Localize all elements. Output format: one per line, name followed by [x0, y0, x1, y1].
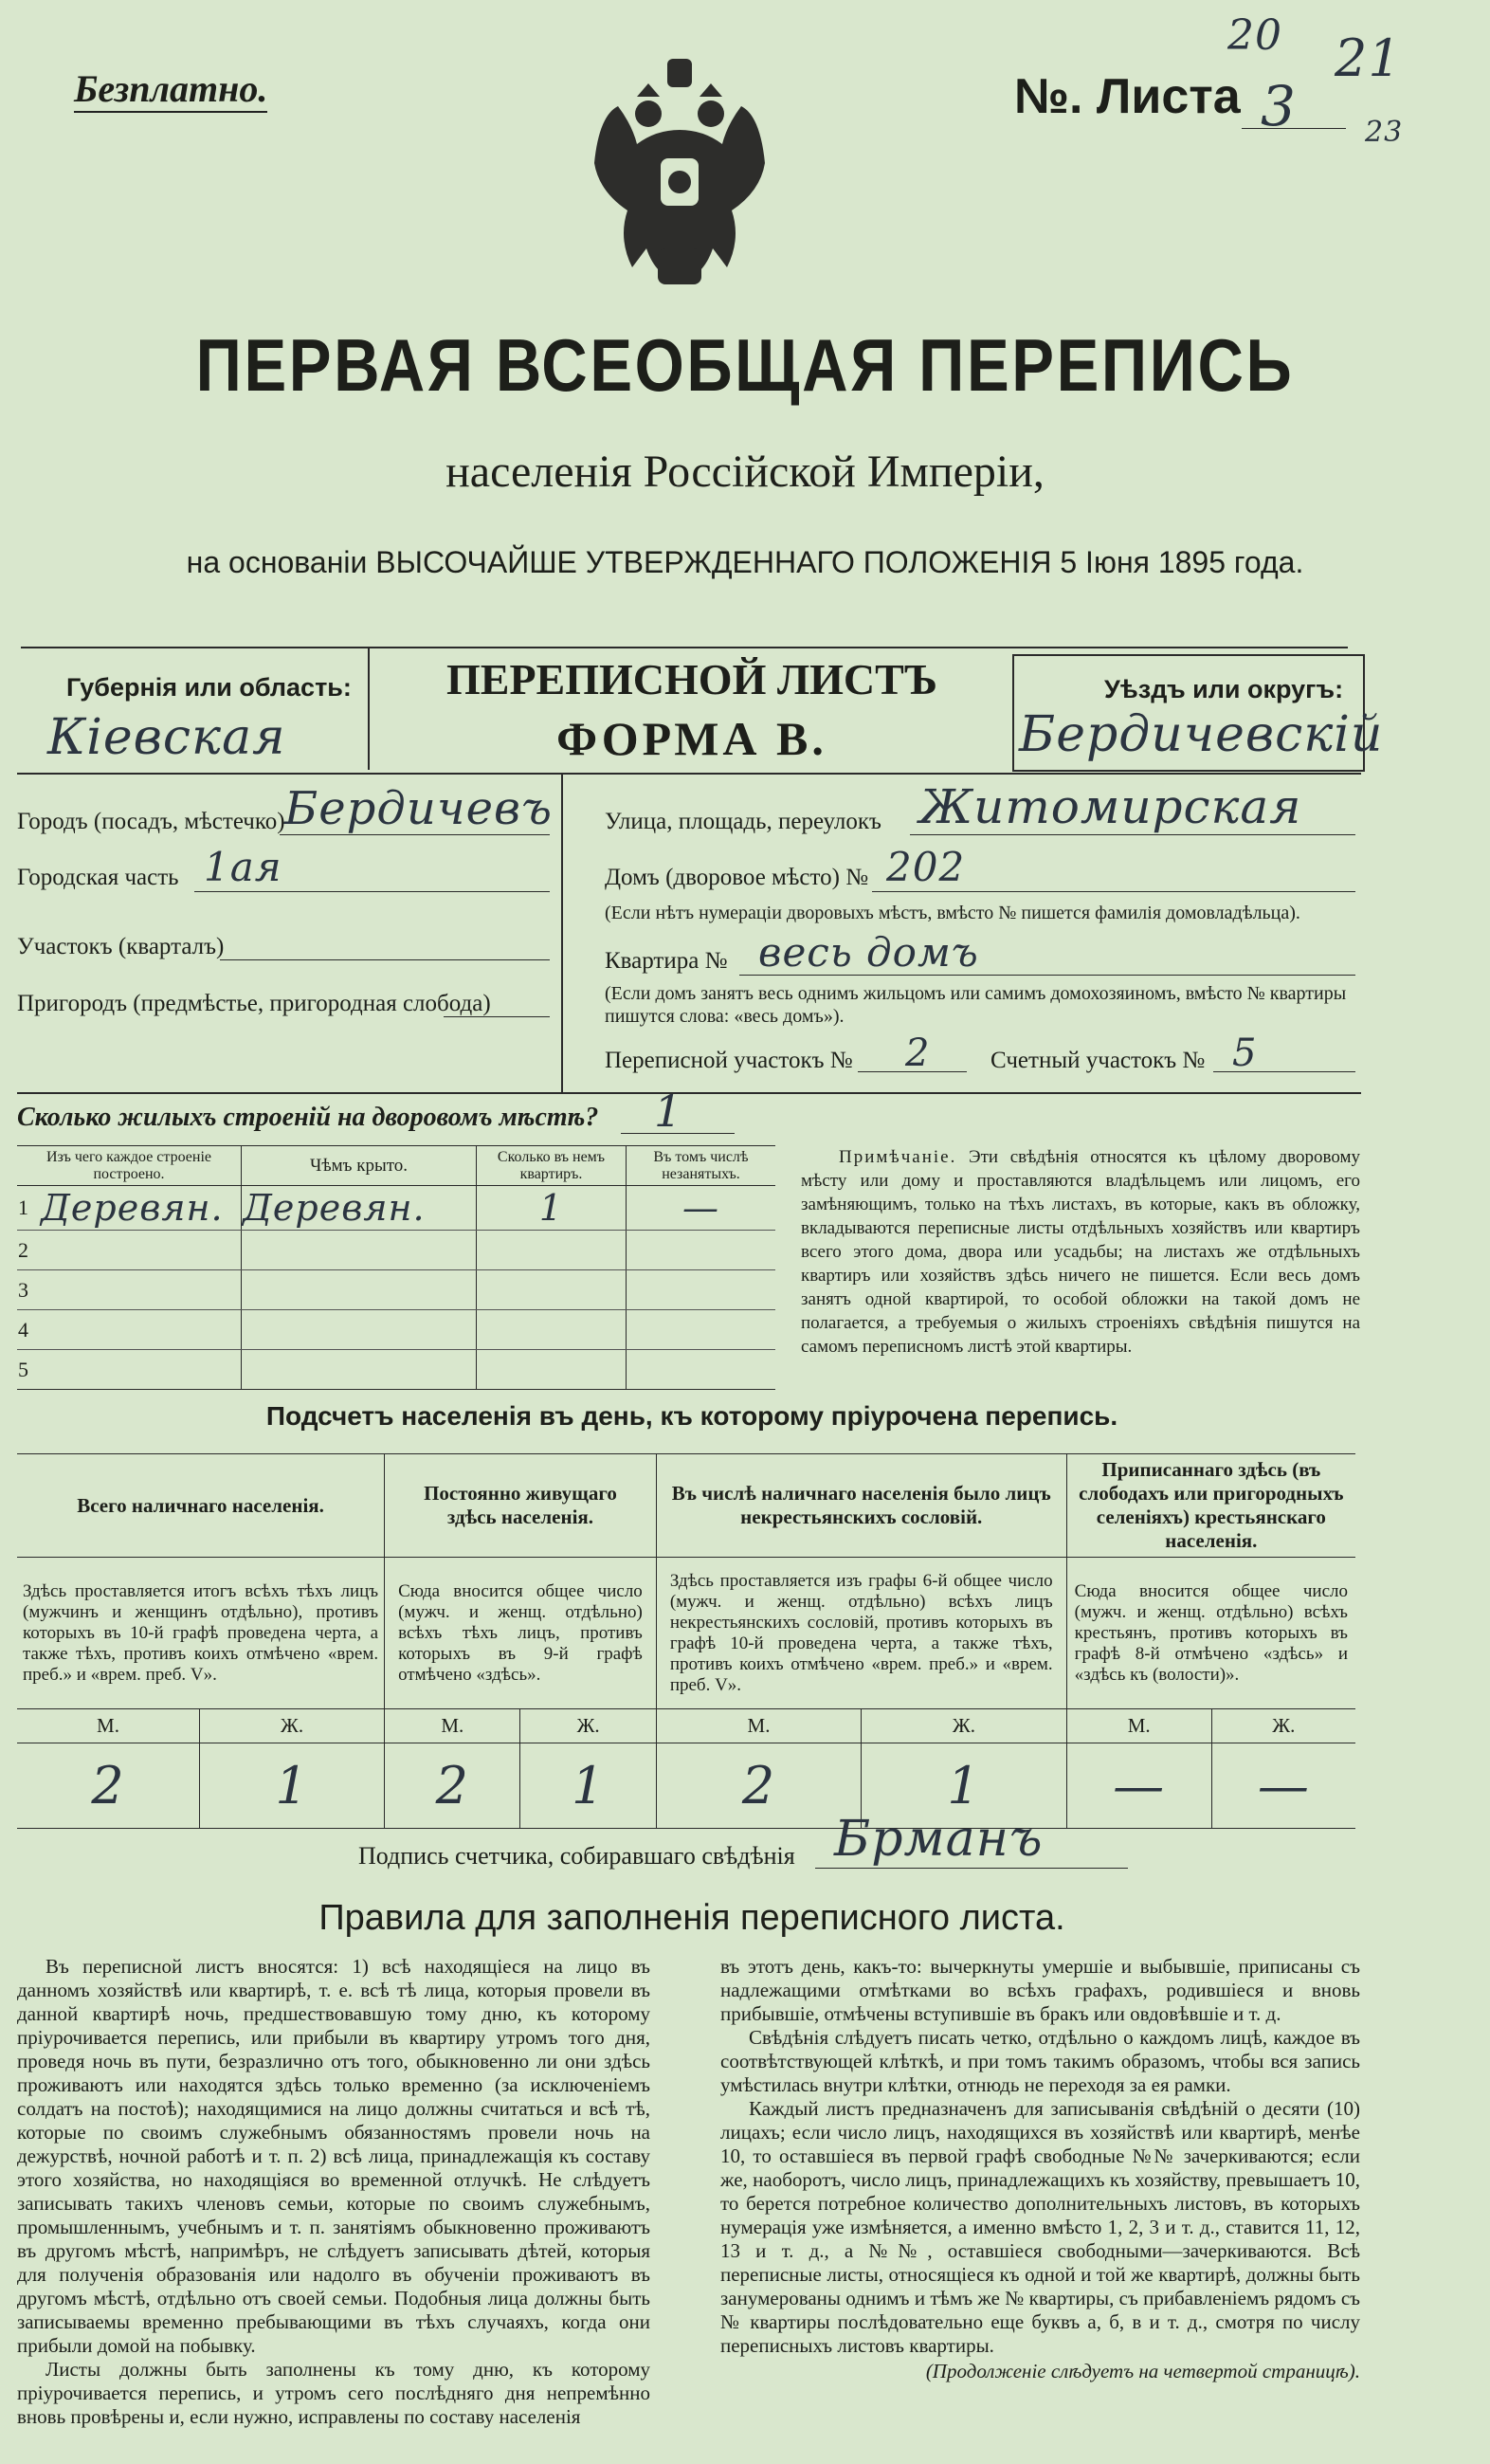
row-material: [40, 1310, 242, 1350]
city-part-label: Городская часть: [17, 865, 179, 890]
archive-mark-3: 23: [1365, 116, 1404, 149]
street-value: Житомирская: [919, 779, 1302, 834]
buildings-table: [17, 1145, 775, 1390]
m-header: М.: [385, 1709, 520, 1743]
signature-label: Подпись счетчика, собиравшаго свѣдѣнія: [358, 1842, 795, 1870]
table-row: [17, 1350, 775, 1390]
apartment-value: весь домъ: [758, 929, 979, 976]
m-header: М.: [1066, 1709, 1211, 1743]
pop-desc-permanent: Сюда вносится общее число (мужч. и женщ. отдѣльно) всѣхъ тѣхъ лицъ, противъ которыхъ въ 9-й графѣ отмѣчено «здѣсь».: [385, 1558, 657, 1709]
row-apartments: [477, 1270, 627, 1310]
permanent-female: 1: [520, 1743, 656, 1829]
buildings-question: Сколько жилыхъ строеній на дворовомъ мѣстѣ?: [17, 1103, 599, 1132]
counting-district-label: Счетный участокъ №: [990, 1048, 1206, 1073]
main-title: ПЕРВАЯ ВСЕОБЩАЯ ПЕРЕПИСЬ: [195, 323, 1295, 407]
suburb-label: Пригородъ (предмѣстье, пригородная слобода): [17, 991, 491, 1016]
pop-head-permanent: Постоянно живущаго здѣсь населенія.: [385, 1454, 657, 1558]
guberniya-value: Кіевская: [47, 709, 286, 766]
street-label: Улица, площадь, переулокъ: [605, 809, 881, 834]
house-line: [872, 891, 1355, 892]
total-male: 2: [17, 1743, 200, 1829]
row-material: [40, 1270, 242, 1310]
signature-line: [815, 1868, 1128, 1869]
row-material: Деревян.: [40, 1186, 242, 1231]
rules-right-paragraph: въ этотъ день, какъ-то: вычеркнуты умершіе и выбывшіе, приписаны съ надлежащими отмѣтками во всѣхъ графахъ, родившіеся и вновь прибывшіе, отмѣчены вступившіе въ бракъ или овдовѣвшіе и т. д.: [720, 1955, 1360, 2025]
apartment-label: Квартира №: [605, 948, 728, 974]
pop-desc-nonpeasant: Здѣсь проставляется изъ графы 6-й общее число (мужч. и женщ. отдѣльно) всѣхъ лицъ некрестьянскихъ сословій, противъ которыхъ въ графѣ 10-й проведена черта, а также тѣхъ, противъ коихъ отмѣчено «врем. преб.» и «врем. преб. V».: [656, 1558, 1066, 1709]
row-number: 1: [17, 1186, 40, 1231]
row-empty: —: [627, 1186, 776, 1231]
row-empty: [627, 1310, 776, 1350]
row-apartments: [477, 1310, 627, 1350]
nonpeasant-female: 1: [862, 1743, 1066, 1829]
rules-left-column: [17, 1955, 650, 2429]
row-empty: [627, 1270, 776, 1310]
house-value: 202: [886, 844, 966, 890]
census-district-label: Переписной участокъ №: [605, 1048, 853, 1073]
row-empty: [627, 1231, 776, 1270]
district-line: [220, 959, 550, 960]
subtitle: населенія Россійской Имперіи,: [445, 447, 1045, 497]
row-roof: [242, 1310, 477, 1350]
emblem: [580, 59, 779, 296]
buildings-head-empty: Въ томъ числѣ незанятыхъ.: [627, 1146, 776, 1186]
row-number: 5: [17, 1350, 40, 1390]
house-label: Домъ (дворовое мѣсто) №: [605, 865, 869, 890]
census-district-value: 2: [905, 1031, 931, 1075]
street-line: [910, 834, 1355, 835]
rules-continuation: (Продолженіе слѣдуетъ на четвертой страницѣ).: [925, 2360, 1360, 2382]
buildings-head-apartments: Сколько въ немъ квартиръ.: [477, 1146, 627, 1186]
house-note: (Если нѣтъ нумераціи дворовыхъ мѣстъ, вмѣсто № пишется фамилія домовладѣльца).: [605, 903, 1300, 923]
buildings-answer: 1: [654, 1086, 683, 1137]
rules-right-paragraph: Свѣдѣнія слѣдуетъ писать четко, отдѣльно о каждомъ лицѣ, каждое въ соотвѣтствующей клѣткѣ, и при томъ такимъ образомъ, чтобы вся запись умѣстилась внутри клѣтки, отнюдь не переходя за ея рамки.: [720, 2026, 1360, 2096]
row-roof: [242, 1350, 477, 1390]
rules-left-paragraph: Въ переписной листъ вносятся: 1) всѣ находящіеся на лицо въ данномъ хозяйствѣ или квартирѣ, т. е. всѣ тѣ лица, которыя провели въ данной квартирѣ ночь, предшествовавшую тому дню, къ которому пріурочивается перепись, или прибыли въ квартиру утромъ того дня, проведя ночь въ пути, безразлично отъ того, обыкновенно ли они здѣсь проживаютъ или находятся здѣсь только временно (за исключеніемъ солдатъ на постоѣ); находящимися на лицо должны считаться и всѣ тѣ, которые по своимъ служебнымъ обязанностямъ провели ночь на дежурствѣ, ночной работѣ и т. п. 2) всѣ лица, принадлежащія къ составу этого хозяйства, но находящіяся во временной отлучкѣ. Не слѣдуетъ записывать такихъ членовъ семьи, которые по своимъ служебнымъ, промышленнымъ, учебнымъ и т. п. занятіямъ обыкновенно проживаютъ въ другомъ мѣстѣ, напримѣръ, не слѣдуетъ записывать дѣтей, которыя для полученія образованія или надолго въ обученіи проживаютъ въ другомъ мѣстѣ, отдѣльно отъ своей семьи. Подобныя лица должны быть записываемы временно пребывающими въ тѣхъ случаяхъ, когда они прибыли домой на побывку.: [17, 1955, 650, 2357]
f-header: Ж.: [1211, 1709, 1355, 1743]
pop-desc-peasant: Сюда вносится общее число (мужч. и женщ. отдѣльно) всѣхъ крестьянъ, противъ которыхъ въ графѣ 8-й отмѣчено «здѣсь» и «здѣсь къ (волости)».: [1066, 1558, 1355, 1709]
guberniya-label: Губернія или область:: [66, 673, 352, 702]
buildings-head-material: Изъ чего каждое строеніе построено.: [17, 1146, 242, 1186]
m-header: М.: [17, 1709, 200, 1743]
table-row: [17, 1270, 775, 1310]
peasant-male: —: [1066, 1743, 1211, 1829]
m-header: М.: [656, 1709, 861, 1743]
table-row: [17, 1186, 775, 1231]
double-headed-eagle-icon: [580, 59, 779, 296]
row-roof: [242, 1231, 477, 1270]
free-label: Безплатно.: [74, 66, 267, 113]
row-number: 3: [17, 1270, 40, 1310]
peasant-female: —: [1211, 1743, 1355, 1829]
population-table: [17, 1453, 1355, 1829]
archive-mark-2: 21: [1335, 28, 1402, 88]
sheet-number-value: 3: [1261, 74, 1297, 138]
permanent-male: 2: [385, 1743, 520, 1829]
apartment-note: (Если домъ занятъ весь однимъ жильцомъ или самимъ домохозяиномъ, вмѣсто № квартиры пишутся слова: «весь домъ»).: [605, 983, 1347, 1027]
total-female: 1: [200, 1743, 385, 1829]
note-label: Примѣчаніе.: [839, 1147, 957, 1167]
sheet-number-label: №. Листа: [1014, 69, 1241, 124]
pop-head-nonpeasant: Въ числѣ наличнаго населенія было лицъ некрестьянскихъ сословій.: [656, 1454, 1066, 1558]
uezd-value: Бердичевскій: [1019, 706, 1384, 763]
row-number: 2: [17, 1231, 40, 1270]
row-roof: [242, 1270, 477, 1310]
rules-right-column: [720, 1955, 1360, 2383]
f-header: Ж.: [520, 1709, 656, 1743]
uezd-label: Уѣздъ или округъ:: [1104, 675, 1344, 703]
address-divider: [561, 773, 563, 1092]
row-material: [40, 1231, 242, 1270]
city-value: Бердичевъ: [284, 782, 553, 835]
row-empty: [627, 1350, 776, 1390]
row-apartments: 1: [477, 1186, 627, 1231]
city-label: Городъ (посадъ, мѣстечко): [17, 809, 285, 834]
note-text: Эти свѣдѣнія относятся къ цѣлому дворовому мѣсту или дому и проставляются владѣльцемъ или лицомъ, его замѣняющимъ, только на тѣхъ листахъ, въ которые, какъ въ обложку, вкладываются переписные листы отдѣльныхъ хозяйствъ или квартиръ всего этого дома, двора или усадьбы; на листахъ же отдѣльныхъ квартиръ или хозяйствъ здѣсь ничего не пишется. Если весь домъ занятъ одной квартирой, то особой обложки на такой домъ не полагается, а требуемыя о жилыхъ строеніяхъ свѣдѣнія пишутся на самомъ переписномъ листѣ этой квартиры.: [801, 1147, 1360, 1357]
buildings-head-roof: Чѣмъ крыто.: [242, 1146, 477, 1186]
row-apartments: [477, 1350, 627, 1390]
suburb-line: [444, 1016, 550, 1017]
district-label: Участокъ (кварталъ): [17, 934, 225, 959]
buildings-note: [801, 1145, 1360, 1359]
pop-head-total: Всего наличнаго населенія.: [17, 1454, 385, 1558]
counting-district-value: 5: [1232, 1031, 1258, 1075]
basis-line: на основаніи ВЫСОЧАЙШЕ УТВЕРЖДЕННАГО ПОЛОЖЕНІЯ 5 Іюня 1895 года.: [186, 545, 1304, 579]
row-number: 4: [17, 1310, 40, 1350]
form-name: ФОРМА В.: [556, 712, 827, 765]
nonpeasant-male: 2: [656, 1743, 861, 1829]
city-part-line: [194, 891, 550, 892]
signature-value: Брманъ: [834, 1811, 1044, 1868]
f-header: Ж.: [862, 1709, 1066, 1743]
rules-right-paragraph: Каждый листъ предназначенъ для записыванія свѣдѣній о десяти (10) лицахъ; если число лицъ, находящихся въ хозяйствѣ или квартирѣ, менѣе 10, то оставшіеся въ первой графѣ свободные №№ зачеркиваются; если же, наоборотъ, число лицъ, принадлежащихъ къ хозяйству, превышаетъ 10, то берется потребное количество дополнительныхъ листовъ, въ которыхъ нумерація уже измѣняется, а именно вмѣсто 1, 2, 3 и т. д., ставится 11, 12, 13 и т. д., а №№, оставшіеся свободными—зачеркиваются. Всѣ переписные листы, относящіеся къ одной и той же квартирѣ, должны быть занумерованы однимъ и тѣмъ же № квартиры, съ прибавленіемъ рядомъ съ № квартиры послѣдовательно еще буквъ а, б, в и т. д., смотря по числу переписныхъ листовъ квартиры.: [720, 2097, 1360, 2357]
pop-head-peasant: Приписаннаго здѣсь (въ слободахъ или пригородныхъ селеніяхъ) крестьянскаго населенія.: [1066, 1454, 1355, 1558]
rules-title: Правила для заполненія переписного листа.: [318, 1898, 1065, 1938]
f-header: Ж.: [200, 1709, 385, 1743]
pop-desc-total: Здѣсь проставляется итогъ всѣхъ тѣхъ лицъ (мужчинъ и женщинъ отдѣльно), противъ которыхъ въ 10-й графѣ проведена черта, а также тѣхъ, противъ коихъ отмѣчено «врем. преб.» и «врем. преб. V».: [17, 1558, 385, 1709]
table-row: [17, 1231, 775, 1270]
archive-mark-1: 20: [1227, 11, 1282, 60]
sheet-title: ПЕРЕПИСНОЙ ЛИСТЪ: [445, 655, 938, 703]
row-apartments: [477, 1231, 627, 1270]
population-title: Подсчетъ населенія въ день, къ которому пріурочена перепись.: [265, 1401, 1118, 1431]
city-part-value: 1ая: [204, 844, 282, 890]
rules-left-paragraph: Листы должны быть заполнены къ тому дню, къ которому пріурочивается перепись, и утромъ сего послѣдняго дня непремѣнно вновь провѣрены и, если нужно, исправлены по составу населенія: [17, 2358, 650, 2428]
table-row: [17, 1310, 775, 1350]
row-material: [40, 1350, 242, 1390]
row-roof: Деревян.: [242, 1186, 477, 1231]
